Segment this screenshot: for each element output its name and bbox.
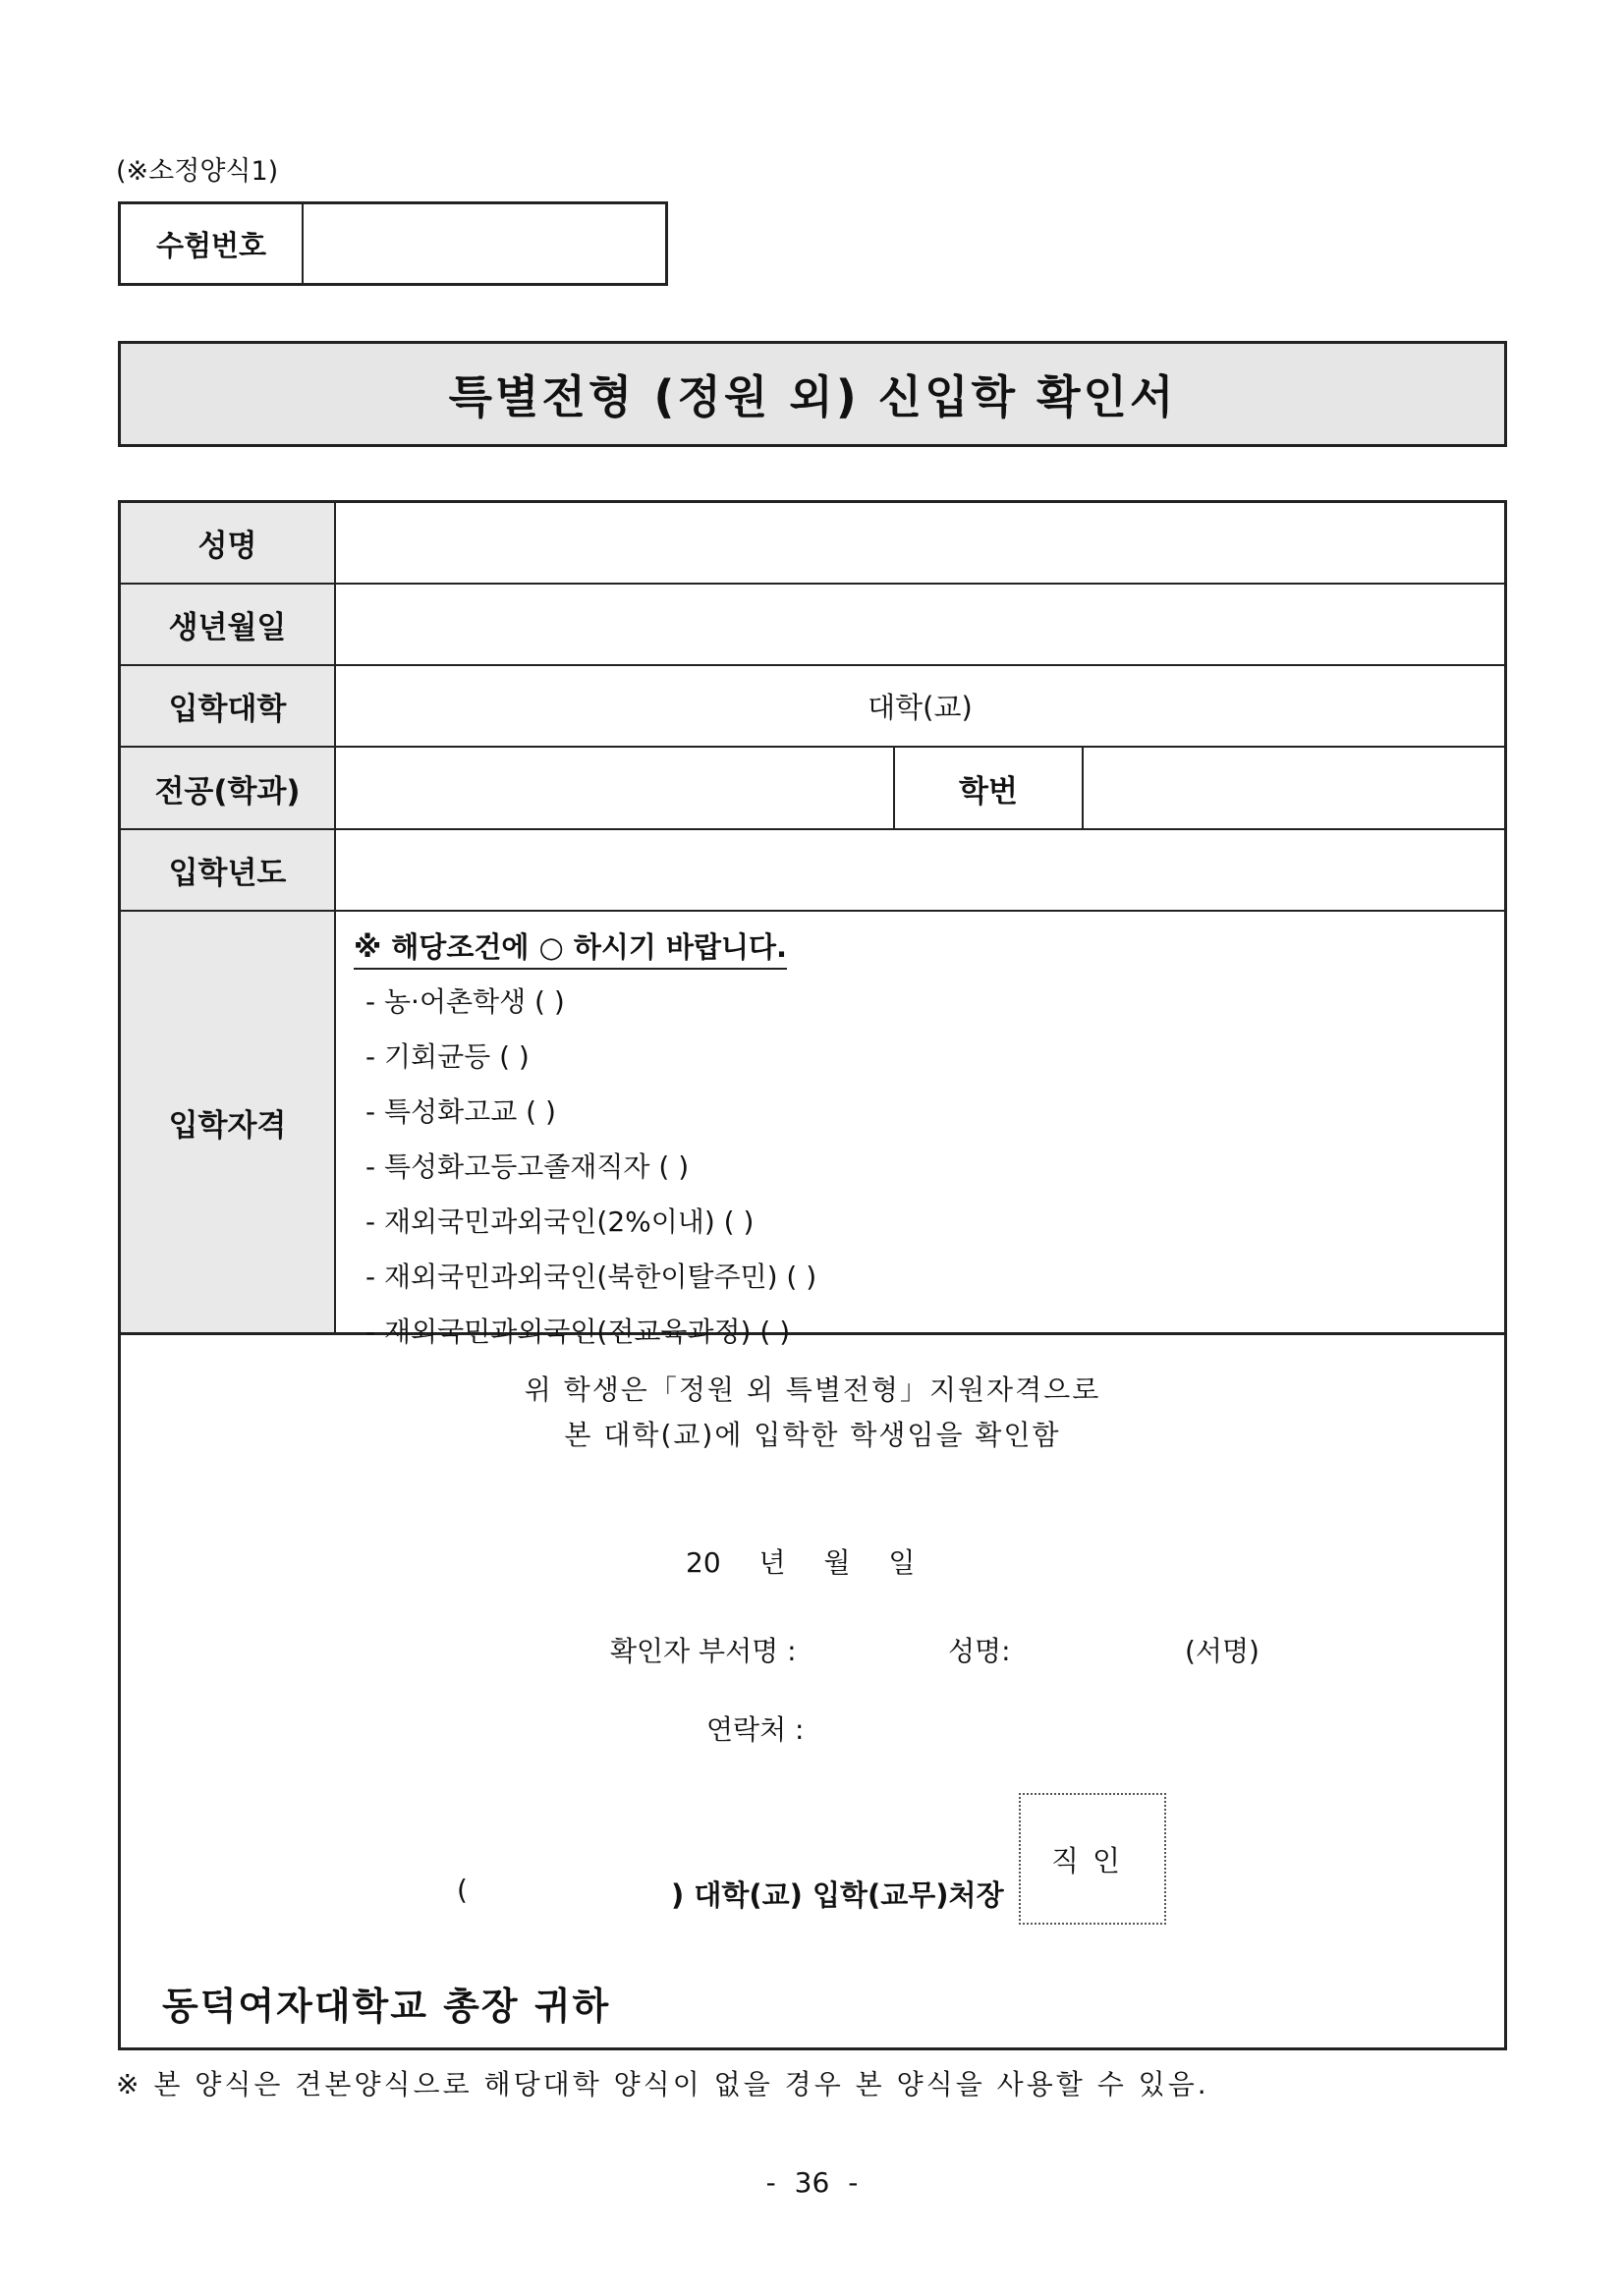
dept-open-paren: ( [457, 1874, 468, 1906]
signer-dept-label: 확인자 부서명 : [610, 1635, 797, 1667]
qualification-item[interactable]: - 재외국민과외국인(전교육과정) ( ) [365, 1316, 791, 1348]
signer-name-label: 성명: [948, 1635, 1011, 1667]
qualification-item[interactable]: - 농·어촌학생 ( ) [365, 985, 565, 1018]
addressee: 동덕여자대학교 총장 귀하 [162, 1985, 611, 2028]
document-title: 특별전형 (정원 외) 신입학 확인서 [118, 341, 1507, 447]
qualification-label: 입학자격 [121, 912, 336, 1332]
exam-number-label: 수험번호 [121, 204, 304, 283]
qualification-item[interactable]: - 특성화고교 ( ) [365, 1095, 556, 1128]
name-field[interactable] [336, 503, 1504, 583]
date-line[interactable]: 20 년 월 일 [686, 1546, 916, 1579]
qualification-item[interactable]: - 특성화고등고졸재직자 ( ) [365, 1150, 690, 1183]
major-label: 전공(학과) [121, 748, 336, 828]
confirmation-line-1: 위 학생은「정원 외 특별전형」지원자격으로 [524, 1373, 1101, 1406]
entry-year-field[interactable] [336, 830, 1504, 910]
form-table [118, 500, 1507, 2050]
college-field[interactable]: 대학(교) [868, 691, 973, 724]
birth-label: 생년월일 [121, 585, 336, 664]
qualification-item[interactable]: - 기회균등 ( ) [365, 1040, 530, 1073]
exam-number-box [118, 201, 668, 286]
row-name [121, 503, 1504, 585]
form-code: (※소정양식1) [116, 156, 279, 187]
student-id-field[interactable] [1082, 748, 1504, 828]
college-label: 입학대학 [121, 666, 336, 746]
dept-title: ) 대학(교) 입학(교무)처장 [671, 1878, 1004, 1912]
qualification-box [336, 912, 1504, 1348]
name-label: 성명 [121, 503, 336, 583]
row-birth [121, 585, 1504, 666]
confirmation-line-2: 본 대학(교)에 입학한 학생임을 확인함 [564, 1419, 1061, 1451]
confirmation-section [121, 1335, 1504, 2047]
row-college [121, 666, 1504, 748]
qualification-list [365, 975, 816, 1360]
page-number: - 36 - [765, 2166, 859, 2199]
row-qualification [121, 912, 1504, 1348]
contact-label: 연락처 : [706, 1713, 805, 1746]
row-major [121, 748, 1504, 830]
qualification-note: ※ 해당조건에 ○ 하시기 바랍니다. [354, 925, 787, 970]
row-entry-year [121, 830, 1504, 912]
qualification-item[interactable]: - 재외국민과외국인(2%이내) ( ) [365, 1205, 755, 1238]
official-seal-box [1019, 1793, 1166, 1925]
exam-number-field[interactable] [304, 204, 665, 283]
qualification-item[interactable]: - 재외국민과외국인(북한이탈주민) ( ) [365, 1260, 817, 1293]
official-seal-label: 직인 [1050, 1843, 1135, 1877]
entry-year-label: 입학년도 [121, 830, 336, 910]
birth-field[interactable] [336, 585, 1504, 664]
signature-label: (서명) [1185, 1635, 1260, 1667]
footnote: ※ 본 양식은 견본양식으로 해당대학 양식이 없을 경우 본 양식을 사용할 수 있음. [116, 2068, 1209, 2100]
student-id-label: 학번 [893, 748, 1084, 828]
